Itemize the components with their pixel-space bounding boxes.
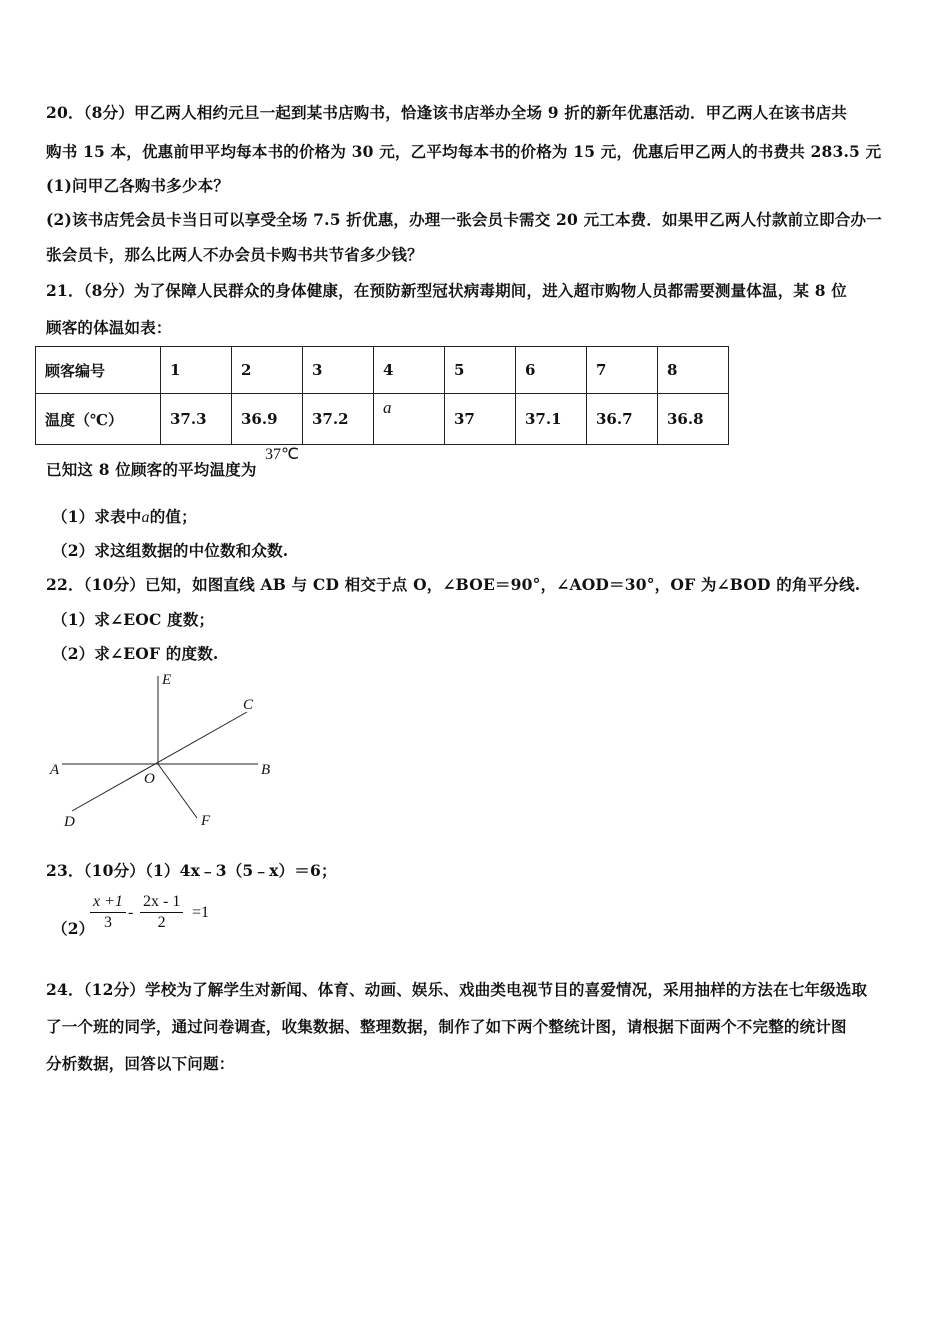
table-cell: 37: [445, 394, 516, 445]
table-cell: 36.8: [658, 394, 729, 445]
q20-line-1: 20．（8分）甲乙两人相约元旦一起到某书店购书，恰逢该书店举办全场 9 折的新年优惠活动．甲乙两人在该书店共: [46, 103, 847, 122]
temperature-table: [35, 346, 729, 445]
table-cell: 3: [303, 347, 374, 394]
minus-sign: -: [128, 904, 134, 921]
q20-part-2-line-2: 张会员卡，那么比两人不办会员卡购书共节省多少钱？: [46, 245, 423, 264]
q21-line-1: 21．（8分）为了保障人民群众的身体健康，在预防新型冠状病毒期间，进入超市购物人员都需要测量体温，某 8 位: [46, 281, 847, 300]
table-cell: 37.1: [516, 394, 587, 445]
q24-line-3: 分析数据，回答以下问题：: [46, 1054, 235, 1073]
table-cell: 37.3: [161, 394, 232, 445]
q23-part-2-label: （2）: [52, 919, 95, 938]
q20-part-1: (1)问甲乙各购书多少本？: [46, 176, 230, 195]
label-c: C: [243, 697, 254, 713]
table-row: [36, 394, 729, 445]
fraction-1: $\frac{x +1}{3}$: [90, 893, 126, 932]
table-cell: 8: [658, 347, 729, 394]
ray-of: [158, 764, 197, 818]
table-header-customer-id: 顾客编号: [36, 347, 161, 394]
table-cell: 37.2: [303, 394, 374, 445]
q22-part-2: （2）求∠EOF 的度数.: [52, 644, 219, 663]
table-cell: 1: [161, 347, 232, 394]
table-cell: 6: [516, 347, 587, 394]
q22-line-1: 22．（10分）已知，如图直线 AB 与 CD 相交于点 O，∠BOE＝90°，∠AOD＝30°，OF 为∠BOD 的角平分线.: [46, 575, 861, 594]
q21-part-2: （2）求这组数据的中位数和众数.: [52, 541, 289, 560]
q21-line-2: 顾客的体温如表：: [46, 318, 172, 337]
equals-one: =1: [192, 904, 210, 921]
label-o: O: [144, 771, 155, 787]
fraction-2: $\frac{2x - 1}{2}$: [140, 893, 183, 932]
table-cell: 2: [232, 347, 303, 394]
label-f: F: [201, 813, 211, 829]
line-cd: [72, 712, 247, 811]
average-temperature-value: 37℃: [265, 446, 299, 463]
q23-line-1: 23．（10分）（1）4x﹣3（5﹣x）＝6；: [46, 861, 337, 880]
q21-part-1: （1）求表中a的值；: [52, 507, 197, 526]
label-e: E: [162, 672, 172, 688]
q24-line-1: 24．（12分）学校为了解学生对新闻、体育、动画、娱乐、戏曲类电视节目的喜爱情况，采用抽样的方法在七年级选取: [46, 980, 868, 999]
table-header-temperature: 温度（℃）: [36, 394, 161, 445]
table-cell: 5: [445, 347, 516, 394]
q20-part-2-line-1: (2)该书店凭会员卡当日可以享受全场 7.5 折优惠，办理一张会员卡需交 20 元工本费．如果甲乙两人付款前立即合办一: [46, 210, 882, 229]
table-cell: 36.9: [232, 394, 303, 445]
table-cell: 4: [374, 347, 445, 394]
table-cell: 7: [587, 347, 658, 394]
table-row: [36, 347, 729, 394]
q24-line-2: 了一个班的同学，通过问卷调查，收集数据、整理数据，制作了如下两个整统计图，请根据下面两个不完整的统计图: [46, 1017, 847, 1036]
angle-diagram: [40, 668, 290, 838]
q22-part-1: （1）求∠EOC 度数；: [52, 610, 215, 629]
q20-line-2: 购书 15 本，优惠前甲平均每本书的价格为 30 元，乙平均每本书的价格为 15 元，优惠后甲乙两人的书费共 283.5 元: [46, 142, 882, 161]
table-cell-variable-a: a: [374, 394, 445, 445]
label-d: D: [64, 814, 75, 830]
label-b: B: [261, 762, 271, 778]
label-a: A: [50, 762, 60, 778]
q21-average-text: 已知这 8 位顾客的平均温度为: [46, 460, 257, 479]
table-cell: 36.7: [587, 394, 658, 445]
